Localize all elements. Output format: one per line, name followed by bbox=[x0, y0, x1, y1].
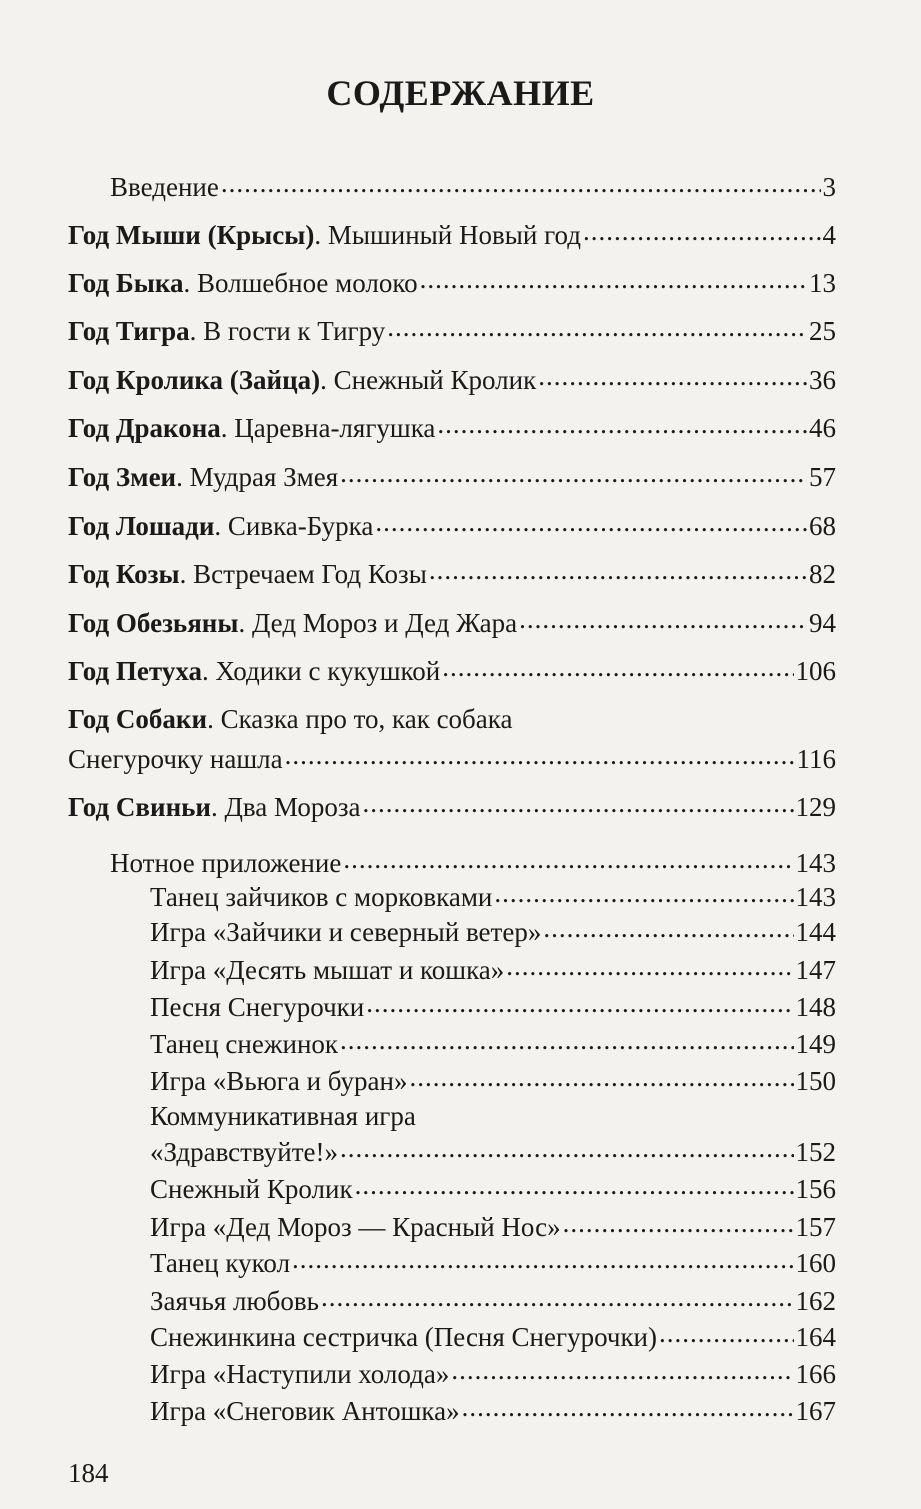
toc-entry bbox=[68, 313, 836, 348]
toc-entry-page: 162 bbox=[795, 1286, 836, 1316]
dot-leader bbox=[437, 410, 807, 437]
toc-entry-title: Игра «Десять мышат и кошка» bbox=[150, 955, 505, 985]
toc-entry-page: 82 bbox=[809, 559, 836, 589]
toc-entry-title: Год Дракона. Царевна-лягушка bbox=[68, 413, 436, 443]
toc-entry-page: 143 bbox=[795, 882, 836, 912]
toc-entry-title: Снежинкина сестричка (Песня Снегурочки) bbox=[150, 1322, 658, 1352]
toc-entry-title: Год Мыши (Крысы). Мышиный Новый год bbox=[68, 220, 581, 250]
toc-entry-title: Введение bbox=[110, 172, 219, 202]
toc-entry bbox=[68, 508, 836, 543]
toc-entry-page: 143 bbox=[795, 848, 836, 878]
toc-entry-title: «Здравствуйте!» bbox=[150, 1137, 338, 1167]
toc-entry bbox=[68, 265, 836, 300]
toc-entry-title: Год Лошади. Сивка-Бурка bbox=[68, 511, 374, 541]
dot-leader bbox=[387, 313, 807, 340]
toc-entry-page: 36 bbox=[809, 365, 836, 395]
dot-leader bbox=[285, 741, 795, 768]
dot-leader bbox=[659, 1319, 793, 1346]
toc-entry-title: Снегурочку нашла bbox=[68, 744, 283, 774]
dot-leader bbox=[462, 1393, 794, 1420]
toc-entry bbox=[150, 989, 836, 1024]
toc-entry-page: 106 bbox=[795, 656, 836, 686]
toc-entry-page: 157 bbox=[795, 1212, 836, 1242]
toc-entry-page: 149 bbox=[795, 1029, 836, 1059]
toc-entry-page: 160 bbox=[795, 1248, 836, 1278]
toc-entry bbox=[68, 605, 836, 640]
toc-entry-title: Игра «Дед Мороз — Красный Нос» bbox=[150, 1212, 561, 1242]
toc-entry bbox=[150, 879, 836, 914]
toc-entry-page: 68 bbox=[809, 511, 836, 541]
toc-entry-title: Нотное приложение bbox=[110, 848, 342, 878]
toc-entry-title: Игра «Зайчики и северный ветер» bbox=[150, 917, 542, 947]
toc-entry-title: Игра «Снеговик Антошка» bbox=[150, 1396, 460, 1426]
dot-leader bbox=[506, 952, 793, 979]
toc-entry-title: Год Собаки. Сказка про то, как собака bbox=[68, 704, 513, 734]
toc-entry bbox=[150, 1393, 836, 1428]
dot-leader bbox=[366, 989, 793, 1016]
dot-leader bbox=[292, 1245, 793, 1272]
dot-leader bbox=[375, 508, 807, 535]
dot-leader bbox=[321, 1283, 794, 1310]
toc-entry bbox=[68, 653, 836, 688]
toc-entry-title: Танец кукол bbox=[150, 1248, 291, 1278]
toc-entry-page: 116 bbox=[796, 744, 836, 774]
toc-entry-title: Год Обезьяны. Дед Мороз и Дед Жара bbox=[68, 608, 518, 638]
toc-entry-title: Год Петуха. Ходики с кукушкой bbox=[68, 656, 441, 686]
toc-entry bbox=[150, 1026, 836, 1061]
toc-entry-page: 164 bbox=[795, 1322, 836, 1352]
toc-entry-title: Год Тигра. В гости к Тигру bbox=[68, 316, 386, 346]
toc-entry-title: Игра «Наступили холода» bbox=[150, 1359, 450, 1389]
dot-leader bbox=[583, 217, 821, 244]
toc-entry-page: 4 bbox=[822, 220, 836, 250]
toc-entry-page: 129 bbox=[795, 792, 836, 822]
toc-entry-page: 167 bbox=[795, 1396, 836, 1426]
dot-leader bbox=[543, 914, 793, 941]
toc-entry-title: Песня Снегурочки bbox=[150, 992, 365, 1022]
dot-leader bbox=[355, 1171, 794, 1198]
dot-leader bbox=[429, 556, 807, 583]
toc-entry bbox=[150, 1283, 836, 1318]
toc-entry bbox=[68, 556, 836, 591]
dot-leader bbox=[340, 1134, 794, 1161]
toc-entry-page: 156 bbox=[795, 1174, 836, 1204]
dot-leader bbox=[563, 1209, 794, 1236]
dot-leader bbox=[343, 845, 793, 872]
toc-entry bbox=[68, 741, 836, 776]
page-number: 184 bbox=[68, 1458, 109, 1488]
page-title: СОДЕРЖАНИЕ bbox=[326, 73, 595, 113]
toc-entry-page: 152 bbox=[795, 1137, 836, 1167]
toc-entry bbox=[150, 1171, 836, 1206]
toc-entry bbox=[150, 1099, 836, 1133]
toc-entry-page: 166 bbox=[795, 1359, 836, 1389]
toc-entry-page: 13 bbox=[809, 268, 836, 298]
toc-entry-page: 150 bbox=[795, 1066, 836, 1096]
dot-leader bbox=[494, 879, 793, 906]
dot-leader bbox=[409, 1063, 793, 1090]
toc-entry-page: 148 bbox=[795, 992, 836, 1022]
toc-entry bbox=[150, 1063, 836, 1098]
toc-entry bbox=[110, 169, 836, 204]
toc-entry bbox=[68, 362, 836, 397]
toc-entry bbox=[150, 1209, 836, 1244]
toc-entry bbox=[68, 459, 836, 494]
toc-entry bbox=[150, 1245, 836, 1280]
dot-leader bbox=[221, 169, 821, 196]
toc-entry-page: 3 bbox=[822, 172, 836, 202]
dot-leader bbox=[519, 605, 807, 632]
dot-leader bbox=[420, 265, 807, 292]
toc-entry bbox=[150, 1356, 836, 1391]
toc-entry bbox=[150, 914, 836, 949]
toc-entry-page: 144 bbox=[795, 917, 836, 947]
toc-entry-page: 57 bbox=[809, 462, 836, 492]
toc-entry-page: 94 bbox=[809, 608, 836, 638]
dot-leader bbox=[538, 362, 807, 389]
toc-entry-title: Год Козы. Встречаем Год Козы bbox=[68, 559, 427, 589]
toc-entry-page: 46 bbox=[809, 413, 836, 443]
toc-entry-title: Игра «Вьюга и буран» bbox=[150, 1066, 408, 1096]
toc-entry bbox=[68, 702, 836, 736]
dot-leader bbox=[363, 789, 794, 816]
toc-entry bbox=[150, 952, 836, 987]
toc-entry-title: Танец зайчиков с морковками bbox=[150, 882, 493, 912]
toc-entry-title: Снежный Кролик bbox=[150, 1174, 353, 1204]
toc-entry-title: Год Змеи. Мудрая Змея bbox=[68, 462, 339, 492]
toc-entry-page: 147 bbox=[795, 955, 836, 985]
dot-leader bbox=[340, 459, 807, 486]
toc-entry-title: Год Кролика (Зайца). Снежный Кролик bbox=[68, 365, 537, 395]
dot-leader bbox=[340, 1026, 793, 1053]
toc-entry-title: Коммуникативная игра bbox=[150, 1101, 416, 1131]
toc-entry-title: Год Свиньи. Два Мороза bbox=[68, 792, 361, 822]
dot-leader bbox=[442, 653, 793, 680]
toc-entry bbox=[150, 1319, 836, 1354]
toc-entry bbox=[68, 789, 836, 824]
toc-entry bbox=[68, 217, 836, 252]
toc-entry bbox=[110, 845, 836, 880]
toc-entry-title: Танец снежинок bbox=[150, 1029, 339, 1059]
toc-entry-title: Заячья любовь bbox=[150, 1286, 319, 1316]
toc-entry-page: 25 bbox=[809, 316, 836, 346]
toc-entry bbox=[68, 410, 836, 445]
toc-entry-title: Год Быка. Волшебное молоко bbox=[68, 268, 418, 298]
toc-entry bbox=[150, 1134, 836, 1169]
dot-leader bbox=[451, 1356, 793, 1383]
